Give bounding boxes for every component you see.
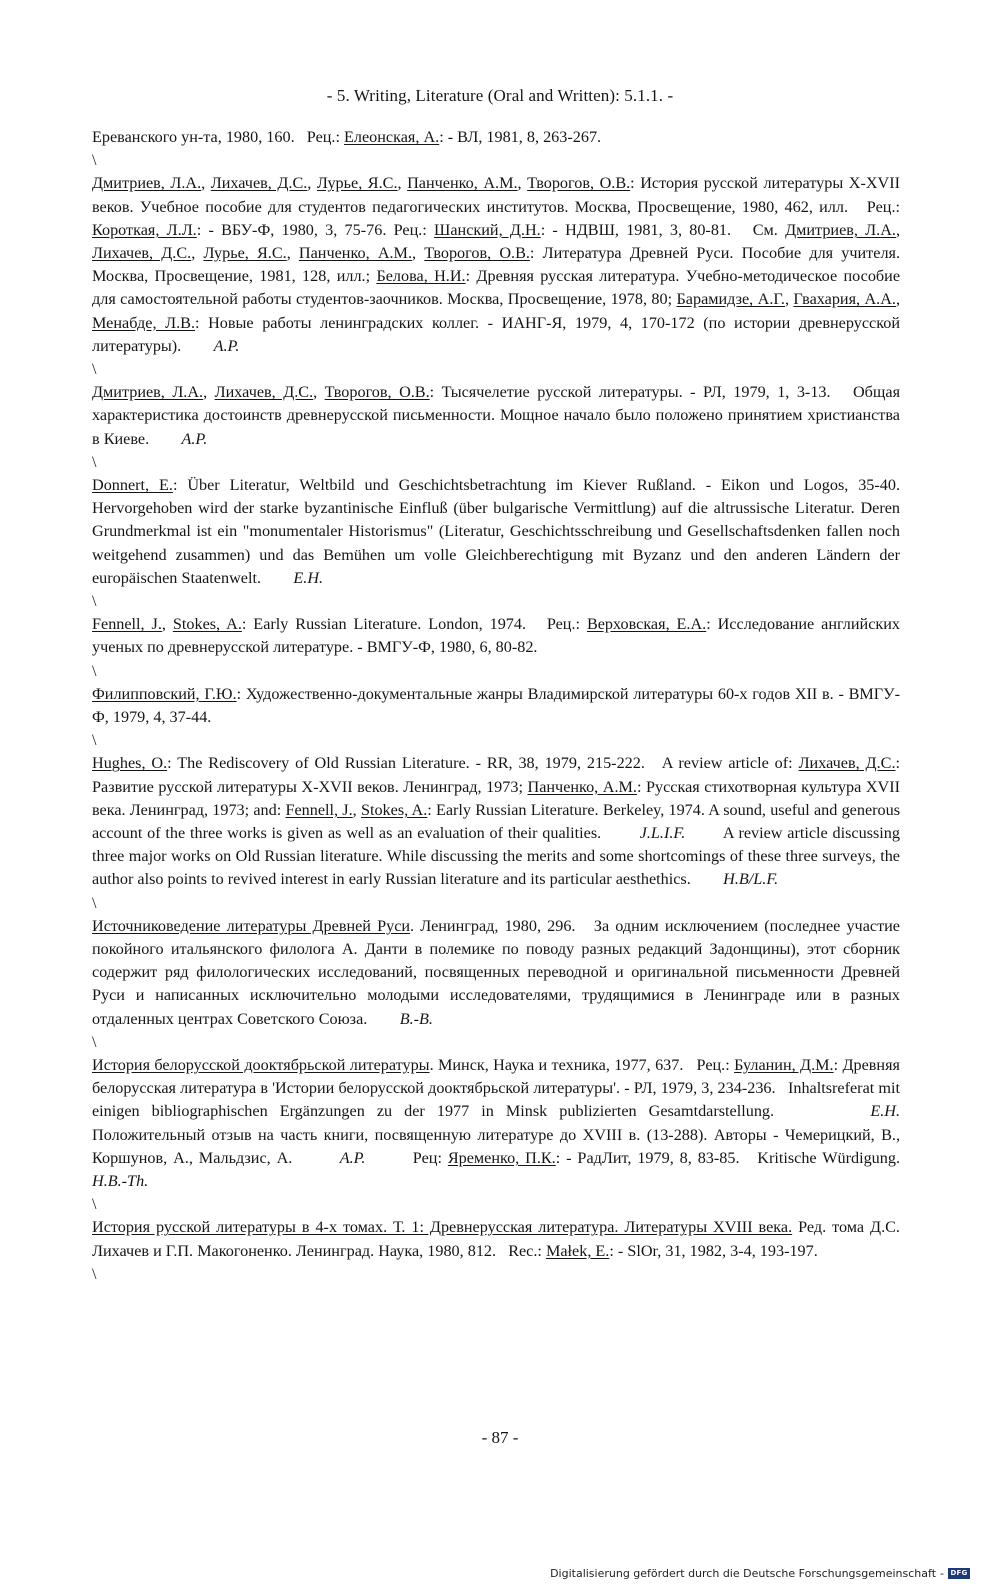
entry-text: : Развитие русской литературы X-XVII веков. Ленинград, 1973; [92, 754, 905, 796]
entry-text: , [313, 383, 325, 402]
citation-author-or-title: Лихачев, Д.С. [210, 174, 308, 193]
page-number: - 87 - [481, 1428, 519, 1447]
citation-author-or-title: Hughes, O. [92, 754, 168, 773]
entry-text: : История русской литературы X-XVII веков. Учебное пособие для студентов педагогических институтов. Москва, Просвещение, 1980, 462, илл. Рец.: [92, 174, 905, 216]
entry-text: , [191, 244, 204, 262]
reviewer-initials: H.B.-Th. [92, 1172, 149, 1191]
entry-separator: \ [92, 894, 97, 912]
citation-author-or-title: Барамидзе, А.Г. [676, 290, 785, 309]
bibliography-entry [92, 613, 905, 659]
separator-dash: - [940, 1567, 944, 1580]
entry-text: , [397, 174, 408, 193]
citation-author-or-title: История русской литературы в 4-х томах. Т. 1: Древнерусская литература. Литературы XVIII века. [92, 1218, 793, 1237]
entry-text: Ред. тома Д.С. Лихачев и Г.П. Макогоненко. Ленинград. Наука, 1980, 812. Rec.: [92, 1218, 905, 1260]
bibliography-entry [92, 126, 900, 149]
citation-author-or-title: Лихачев, Д.С. [798, 754, 896, 773]
citation-author-or-title: Белова, Н.И. [376, 267, 466, 286]
citation-author-or-title: Дмитриев, Л.А. [92, 383, 204, 402]
entry-text: , [895, 290, 905, 309]
entry-text: , [201, 174, 211, 193]
entry-text: : Early Russian Literature. Berkeley, 1974. A sound, useful and generous account of the three works is given as well as an evaluation of their qualities. [92, 800, 905, 842]
entry-separator: \ [92, 361, 97, 379]
bibliography-entry [92, 381, 905, 451]
citation-author-or-title: Małek, E. [545, 1241, 610, 1260]
entry-text: . Ленинград, 1980, 296. За одним исключением (последнее участие покойного итальянского филолога А. Данти в полемике по поводу разных редакций Задонщины), этот сборник содержит ряд филологических исследований, посвященных переводной и оригинальной письменности Древней Руси и написанных исключительно молодыми исследователями, трудящимися в Ленинграде или в разных отдаленных центрах Советского Союза. [92, 916, 905, 1028]
entry-text: : Литература Древней Руси. Пособие для учителя. Москва, Просвещение, 1981, 128, илл.; [92, 244, 905, 286]
citation-author-or-title: Менабде, Л.В. [92, 313, 195, 332]
entry-text: : - РадЛит, 1979, 8, 83-85. Kritische Würdigung. [555, 1148, 933, 1167]
reviewer-initials: E.H. [293, 568, 324, 587]
citation-author-or-title: Филипповский, Г.Ю. [92, 684, 237, 703]
reviewer-initials: A.P. [339, 1148, 366, 1167]
entry-text: Положительный отзыв на часть книги, посвященную литературе до XVIII в. (13-288). Авторы - Чемерицкий, В., Коршунов, А., Мальдзис, А. [92, 1102, 933, 1167]
entry-text: : Древняя белорусская литература в 'Истории белорусской дооктябрьской литературы'. - РЛ, 1979, 3, 234-236. Inhaltsreferat mit einigen bibliographischen Ergänzungen zu der 1977 in Minsk publizierten Gesamtdarstellung. [92, 1056, 905, 1121]
citation-author-or-title: Короткая, Л.Л. [92, 220, 197, 239]
entry-text: : - ВБУ-Ф, 1980, 3, 75-76. Рец.: [196, 220, 435, 239]
entry-text: , [161, 615, 173, 634]
entry-separator: \ [92, 1265, 97, 1283]
bibliography-entry [92, 1216, 905, 1262]
citation-author-or-title: Елеонская, А. [344, 128, 440, 146]
citation-author-or-title: Гвахария, А.А. [793, 290, 896, 309]
citation-author-or-title: Творогов, О.В. [424, 244, 530, 262]
entry-separator: \ [92, 453, 97, 471]
entry-text: A review article discussing three major works on Old Russian literature. While discussing the merits and some shortcomings of these three surveys, the author also points to revived interest in early Russian literature and its particular aesthethics. [92, 824, 905, 889]
entry-text: : Древняя русская литература. Учебно-методическое пособие для самостоятельной работы студентов-заочников. Москва, Просвещение, 1978, 80; [92, 267, 905, 309]
entry-text: : - SlOr, 31, 1982, 3-4, 193-197. [609, 1241, 818, 1260]
entry-text: : Тысячелетие русской литературы. - РЛ, 1979, 1, 3-13. Общая характеристика достоинств древнерусской письменности. Мощное начало было положено принятием христианства в Киеве. [92, 383, 905, 448]
citation-author-or-title: Источниковедение литературы Древней Руси [92, 916, 411, 935]
entry-text: Рец: [365, 1148, 448, 1167]
citation-author-or-title: Лихачев, Д.С. [214, 383, 314, 402]
citation-author-or-title: Stokes, A. [172, 615, 242, 634]
entry-separator: \ [92, 1033, 97, 1051]
entry-text: , [203, 383, 215, 402]
citation-author-or-title: Дмитриев, Л.А. [785, 220, 896, 239]
entry-text: . Минск, Наука и техника, 1977, 637. Рец.: [429, 1056, 735, 1074]
entry-text: : Über Literatur, Weltbild und Geschichtsbetrachtung im Kiever Rußland. - Eikon und Logos, 35-40. Hervorgehoben wird der starke byzantinische Einfluß (über bulgarische Vermittlung) auf die altrussische Literatur. Deren Grundmerkmal ist ein "monumentaler Historismus" (Literatur, Geschichtsschreibung und Gesellschaftsdenken fallen noch weitgehend zusammen) und das Bemühen um volle Gleichberechtigung mit Byzanz und den anderen Ländern der europäischen Staatenwelt. [92, 476, 913, 587]
entry-text: , [895, 220, 905, 239]
entry-text: : - НДВШ, 1981, 3, 80-81. См. [540, 220, 786, 239]
citation-author-or-title: Дмитриев, Л.А. [92, 174, 202, 193]
entry-text: : The Rediscovery of Old Russian Literature. - RR, 38, 1979, 215-222. A review article of: [167, 754, 799, 773]
bibliography-entry [92, 172, 905, 358]
entry-text: : Художественно-документальные жанры Владимирской литературы 60-х годов XII в. - ВМГУ-Ф, 1979, 4, 37-44. [92, 684, 900, 726]
citation-author-or-title: Stokes, A. [360, 800, 428, 819]
entry-text: : Исследование английских ученых по древнерусской литературе. - ВМГУ-Ф, 1980, 6, 80-82. [92, 615, 905, 657]
bibliography-entry [92, 915, 905, 1031]
entry-separator: \ [92, 152, 97, 170]
entry-text: , [352, 800, 361, 819]
running-head: - 5. Writing, Literature (Oral and Written): 5.1.1. - [326, 86, 674, 105]
citation-author-or-title: Верховская, Е.А. [586, 615, 707, 634]
entry-text: , [286, 244, 299, 262]
citation-author-or-title: Творогов, О.В. [527, 174, 631, 193]
entry-text: : Новые работы ленинградских коллег. - ИАНГ-Я, 1979, 4, 170-172 (по истории древнерусской литературы). [92, 313, 905, 355]
entry-text: : - ВЛ, 1981, 8, 263-267. [439, 128, 602, 146]
bibliography-entry [92, 474, 913, 590]
citation-author-or-title: Шанский, Д.Н. [434, 220, 541, 239]
entry-text: Ереванского ун-та, 1980, 160. Рец.: [92, 128, 345, 146]
citation-author-or-title: Лурье, Я.С. [203, 244, 287, 262]
bibliography-entry [92, 752, 905, 891]
entry-separator: \ [92, 662, 97, 680]
citation-author-or-title: Буланин, Д.М. [734, 1056, 834, 1074]
dfg-logo-icon: DFG [948, 1568, 970, 1579]
entry-text: , [784, 290, 794, 309]
reviewer-initials: A.P. [213, 336, 240, 355]
citation-author-or-title: Панченко, А.М. [298, 244, 412, 262]
reviewer-initials: H.B/L.F. [723, 870, 779, 889]
citation-author-or-title: Панченко, А.М. [407, 174, 518, 193]
entry-separator: \ [92, 1196, 97, 1214]
reviewer-initials: B.-B. [399, 1009, 433, 1028]
entry-text: , [412, 244, 425, 262]
citation-author-or-title: Лурье, Я.С. [316, 174, 398, 193]
entry-text: , [517, 174, 528, 193]
citation-author-or-title: Лихачев, Д.С. [92, 244, 192, 262]
entry-separator: \ [92, 593, 97, 611]
funding-footer [550, 1567, 970, 1580]
funding-note: Digitalisierung gefördert durch die Deutsche Forschungsgemeinschaft [550, 1567, 937, 1580]
citation-author-or-title: История белорусской дооктябрьской литературы [92, 1056, 430, 1074]
entry-separator: \ [92, 732, 97, 750]
entry-text: : Русская стихотворная культура XVII века. Ленинград, 1973; and: [92, 777, 905, 819]
bibliography-entries [92, 126, 933, 1286]
bibliography-entry [92, 1054, 933, 1193]
citation-author-or-title: Fennell, J. [285, 800, 353, 819]
bibliography-entry [92, 683, 900, 729]
citation-author-or-title: Творогов, О.В. [324, 383, 430, 402]
citation-author-or-title: Панченко, А.М. [527, 777, 637, 796]
citation-author-or-title: Donnert, E. [92, 476, 173, 494]
reviewer-initials: A.P. [181, 429, 208, 448]
reviewer-initials: J.L.I.F. [639, 824, 686, 842]
citation-author-or-title: Яременко, П.К. [447, 1148, 556, 1167]
entry-text: : Early Russian Literature. London, 1974. Рец.: [241, 615, 587, 634]
entry-text: , [307, 174, 317, 193]
citation-author-or-title: Fennell, J. [92, 615, 162, 634]
reviewer-initials: E.H. [870, 1102, 900, 1121]
